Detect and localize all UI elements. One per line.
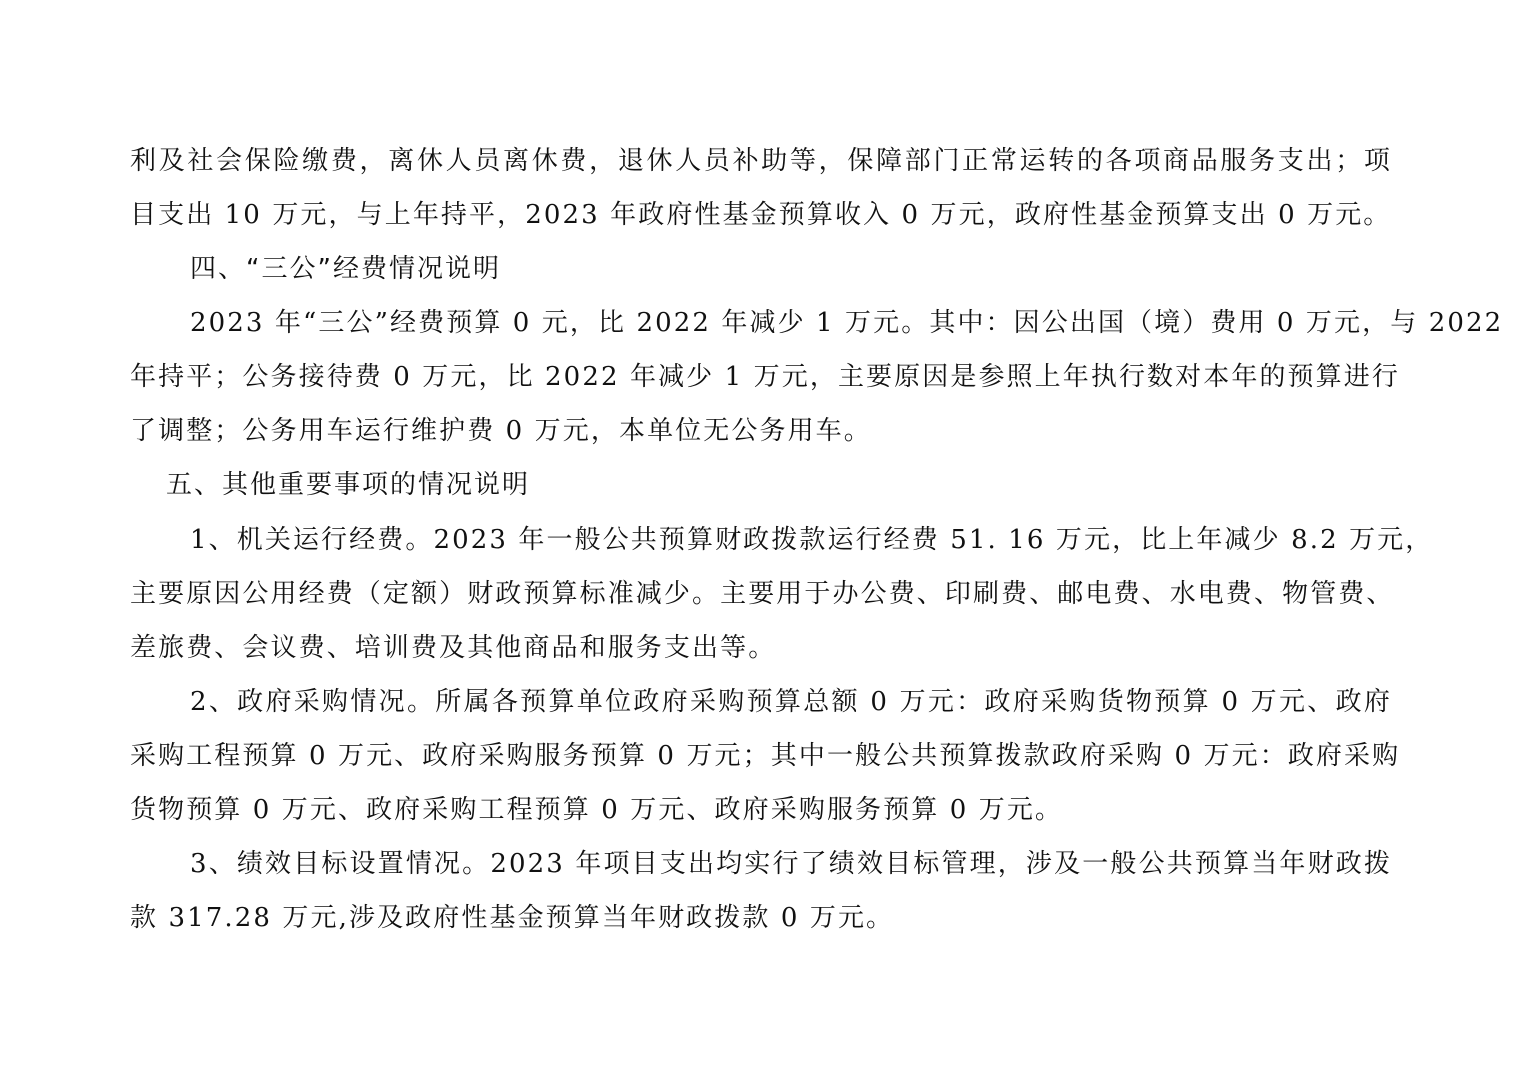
paragraph-line: 3、绩效目标设置情况。2023 年项目支出均实行了绩效目标管理，涉及一般公共预算当年财政拨 <box>190 849 1392 879</box>
section-heading-five: 五、其他重要事项的情况说明 <box>166 470 531 500</box>
paragraph-line: 利及社会保险缴费，离休人员离休费，退休人员补助等，保障部门正常运转的各项商品服务支出；项 <box>130 146 1392 176</box>
paragraph-line: 差旅费、会议费、培训费及其他商品和服务支出等。 <box>130 633 777 663</box>
paragraph-line: 2、政府采购情况。所属各预算单位政府采购预算总额 0 万元：政府采购货物预算 0 万元、政府 <box>190 687 1392 717</box>
paragraph-line: 采购工程预算 0 万元、政府采购服务预算 0 万元；其中一般公共预算拨款政府采购 0 万元：政府采购 <box>130 741 1401 771</box>
paragraph-line: 款 317.28 万元,涉及政府性基金预算当年财政拨款 0 万元。 <box>130 903 895 933</box>
paragraph-line: 货物预算 0 万元、政府采购工程预算 0 万元、政府采购服务预算 0 万元。 <box>130 795 1064 825</box>
section-heading-four: 四、“三公”经费情况说明 <box>190 254 501 284</box>
paragraph-line: 了调整；公务用车运行维护费 0 万元，本单位无公务用车。 <box>130 416 872 446</box>
paragraph-line: 2023 年“三公”经费预算 0 元，比 2022 年减少 1 万元。其中：因公出国（境）费用 0 万元，与 2022 <box>190 308 1504 338</box>
paragraph-line: 1、机关运行经费。2023 年一般公共预算财政拨款运行经费 51. 16 万元，比上年减少 8.2 万元， <box>190 525 1434 555</box>
paragraph-line: 年持平；公务接待费 0 万元，比 2022 年减少 1 万元，主要原因是参照上年执行数对本年的预算进行 <box>130 362 1400 392</box>
paragraph-line: 目支出 10 万元，与上年持平，2023 年政府性基金预算收入 0 万元，政府性基金预算支出 0 万元。 <box>130 200 1392 230</box>
paragraph-line: 主要原因公用经费（定额）财政预算标准减少。主要用于办公费、印刷费、邮电费、水电费、物管费、 <box>130 579 1395 609</box>
